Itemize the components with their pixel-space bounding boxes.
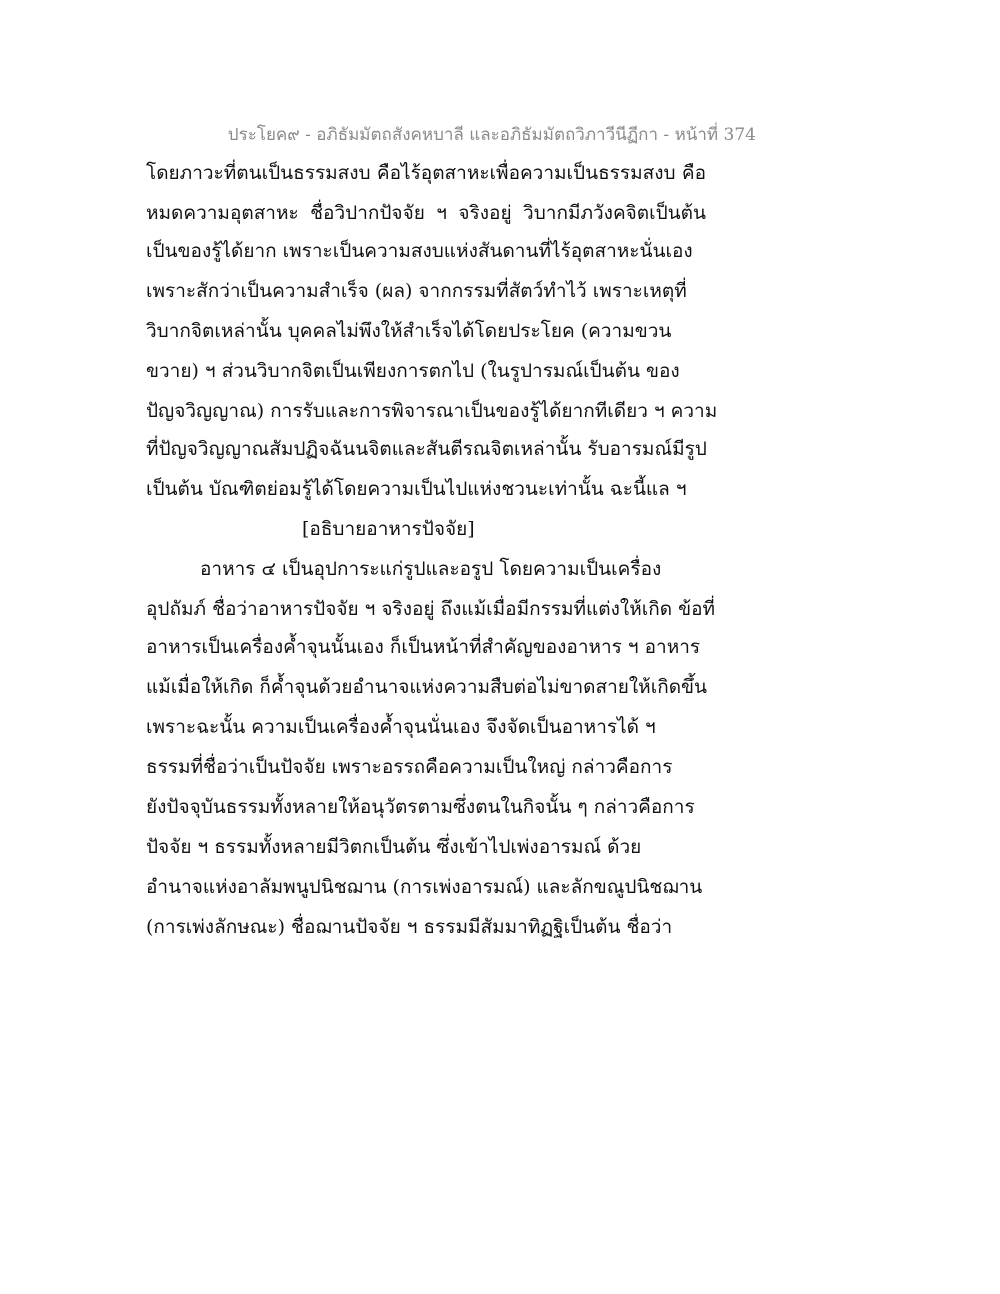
page-header: ประโยค๙ - อภิธัมมัตถสังคหบาลี และอภิธัมมัตถวิภาวีนีฏีกา - หน้าที่ 374 [227,125,756,145]
body-line: ขวาย) ฯ ส่วนวิบากจิตเป็นเพียงการตกไป (ในรูปารมณ์เป็นต้น ของ [146,360,680,382]
body-line: ธรรมที่ชื่อว่าเป็นปัจจัย เพราะอรรถคือความเป็นใหญ่ กล่าวคือการ [146,756,673,778]
body-line: ยังปัจจุบันธรรมทั้งหลายให้อนุวัตรตามซึ่งตนในกิจนั้น ๆ กล่าวคือการ [146,796,695,818]
body-line: เป็นของรู้ได้ยาก เพราะเป็นความสงบแห่งสันดานที่ไร้อุตสาหะนั่นเอง [146,240,693,262]
body-line: เพราะฉะนั้น ความเป็นเครื่องค้ำจุนนั่นเอง จึงจัดเป็นอาหารได้ ฯ [146,716,656,738]
body-line: ปัจจัย ฯ ธรรมทั้งหลายมีวิตกเป็นต้น ซึ่งเข้าไปเพ่งอารมณ์ ด้วย [146,836,642,858]
body-line: อำนาจแห่งอาลัมพนูปนิชฌาน (การเพ่งอารมณ์) และลักขณูปนิชฌาน [146,876,703,898]
body-line: วิบากจิตเหล่านั้น บุคคลไม่พึงให้สำเร็จได้โดยประโยค (ความขวน [146,320,672,342]
body-line: หมดความอุตสาหะ ชื่อวิปากปัจจัย ฯ จริงอยู่ วิบากมีภวังคจิตเป็นต้น [146,202,706,224]
body-line: เพราะสักว่าเป็นความสำเร็จ (ผล) จากกรรมที่สัตว์ทำไว้ เพราะเหตุที่ [146,280,687,302]
body-line: ปัญจวิญญาณ) การรับและการพิจารณาเป็นของรู้ได้ยากทีเดียว ฯ ความ [146,400,718,422]
body-line: อาหารเป็นเครื่องค้ำจุนนั้นเอง ก็เป็นหน้าที่สำคัญของอาหาร ฯ อาหาร [146,636,701,658]
section-heading: [อธิบายอาหารปัจจัย] [302,518,475,540]
body-line: แม้เมื่อให้เกิด ก็ค้ำจุนด้วยอำนาจแห่งความสืบต่อไม่ขาดสายให้เกิดขึ้น [146,676,708,698]
body-line: อุปถัมภ์ ชื่อว่าอาหารปัจจัย ฯ จริงอยู่ ถึงแม้เมื่อมีกรรมที่แต่งให้เกิด ข้อที่ [146,598,716,620]
body-line: (การเพ่งลักษณะ) ชื่อฌานปัจจัย ฯ ธรรมมีสัมมาทิฏฐิเป็นต้น ชื่อว่า [146,916,673,938]
body-line: เป็นต้น บัณฑิตย่อมรู้ได้โดยความเป็นไปแห่งชวนะเท่านั้น ฉะนี้แล ฯ [146,478,687,500]
body-line: อาหาร ๔ เป็นอุปการะแก่รูปและอรูป โดยความเป็นเครื่อง [200,558,662,580]
body-line: ที่ปัญจวิญญาณสัมปฏิจฉันนจิตและสันตีรณจิตเหล่านั้น รับอารมณ์มีรูป [146,438,707,460]
body-line: โดยภาวะที่ตนเป็นธรรมสงบ คือไร้อุตสาหะเพื่อความเป็นธรรมสงบ คือ [146,162,706,184]
